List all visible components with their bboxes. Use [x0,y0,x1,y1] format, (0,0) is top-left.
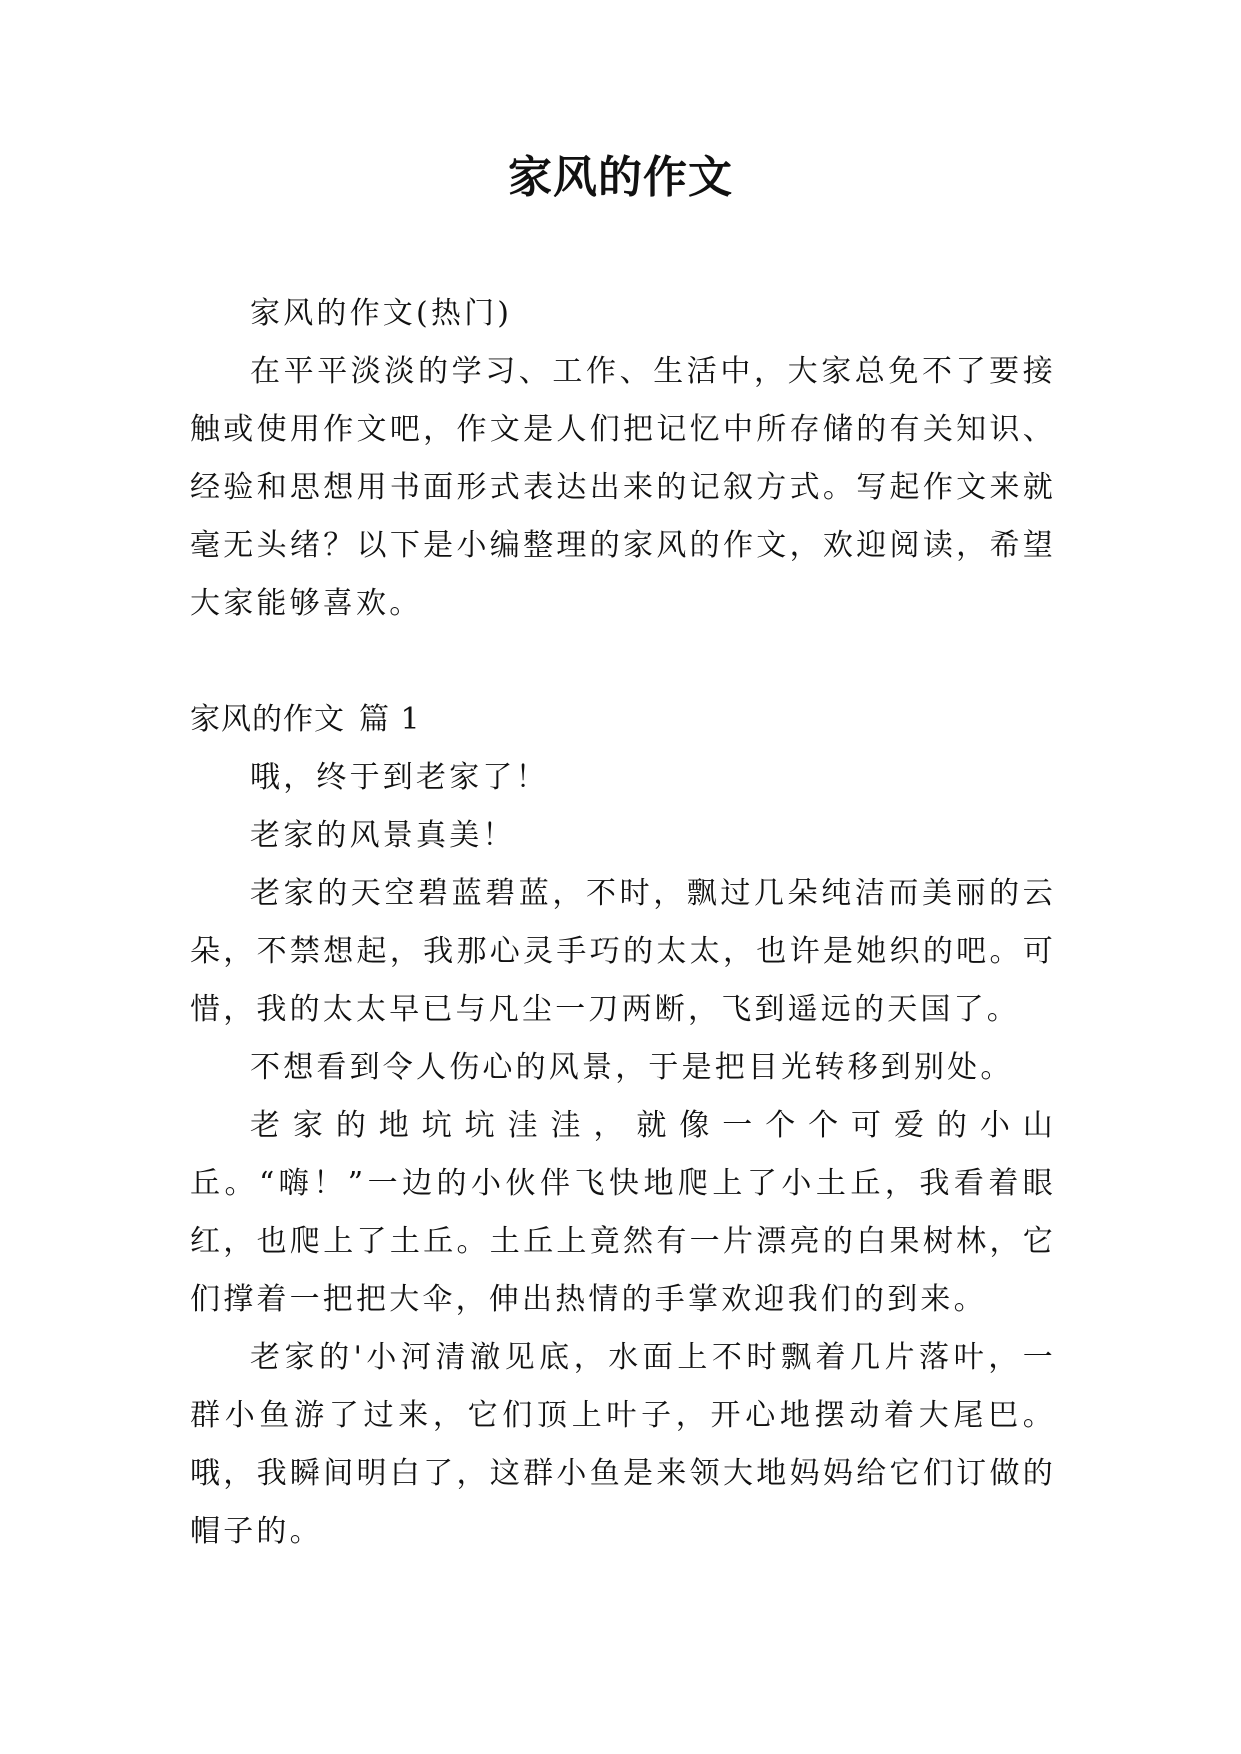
paragraph: 老家的风景真美！ [250,818,516,853]
paragraph: 老家的地坑坑洼洼，就像一个个可爱的小山丘。“嗨！”一边的小伙伴飞快地爬上了小土丘，我看着眼红，也爬上了土丘。土丘上竟然有一片漂亮的白果树林，它们撑着一把把大伞，伸出热情的手掌欢迎我们的到来。 [190,1108,1056,1317]
document-title: 家风的作文 [508,152,733,203]
paragraph: 哦，终于到老家了！ [250,760,549,795]
paragraph: 不想看到令人伤心的风景，于是把目光转移到别处。 [250,1050,1014,1085]
section-heading-label: 篇 1 [359,702,421,737]
document-body [190,285,1056,1561]
paragraph: 老家的'小河清澈见底，水面上不时飘着几片落叶，一群小鱼游了过来，它们顶上叶子，开心地摆动着大尾巴。哦，我瞬间明白了，这群小鱼是来领大地妈妈给它们订做的帽子的。 [190,1340,1056,1549]
intro-paragraph: 在平平淡淡的学习、工作、生活中，大家总免不了要接触或使用作文吧，作文是人们把记忆中所存储的有关知识、经验和思想用书面形式表达出来的记叙方式。写起作文来就毫无头绪？以下是小编整理的家风的作文，欢迎阅读，希望大家能够喜欢。 [190,354,1056,621]
intro-subtitle: 家风的作文(热门) [250,296,513,331]
paragraph: 老家的天空碧蓝碧蓝，不时，飘过几朵纯洁而美丽的云朵，不禁想起，我那心灵手巧的太太，也许是她织的吧。可惜，我的太太早已与凡尘一刀两断，飞到遥远的天国了。 [190,876,1056,1027]
section-heading-text: 家风的作文 [190,702,345,737]
section-heading [190,691,1056,749]
